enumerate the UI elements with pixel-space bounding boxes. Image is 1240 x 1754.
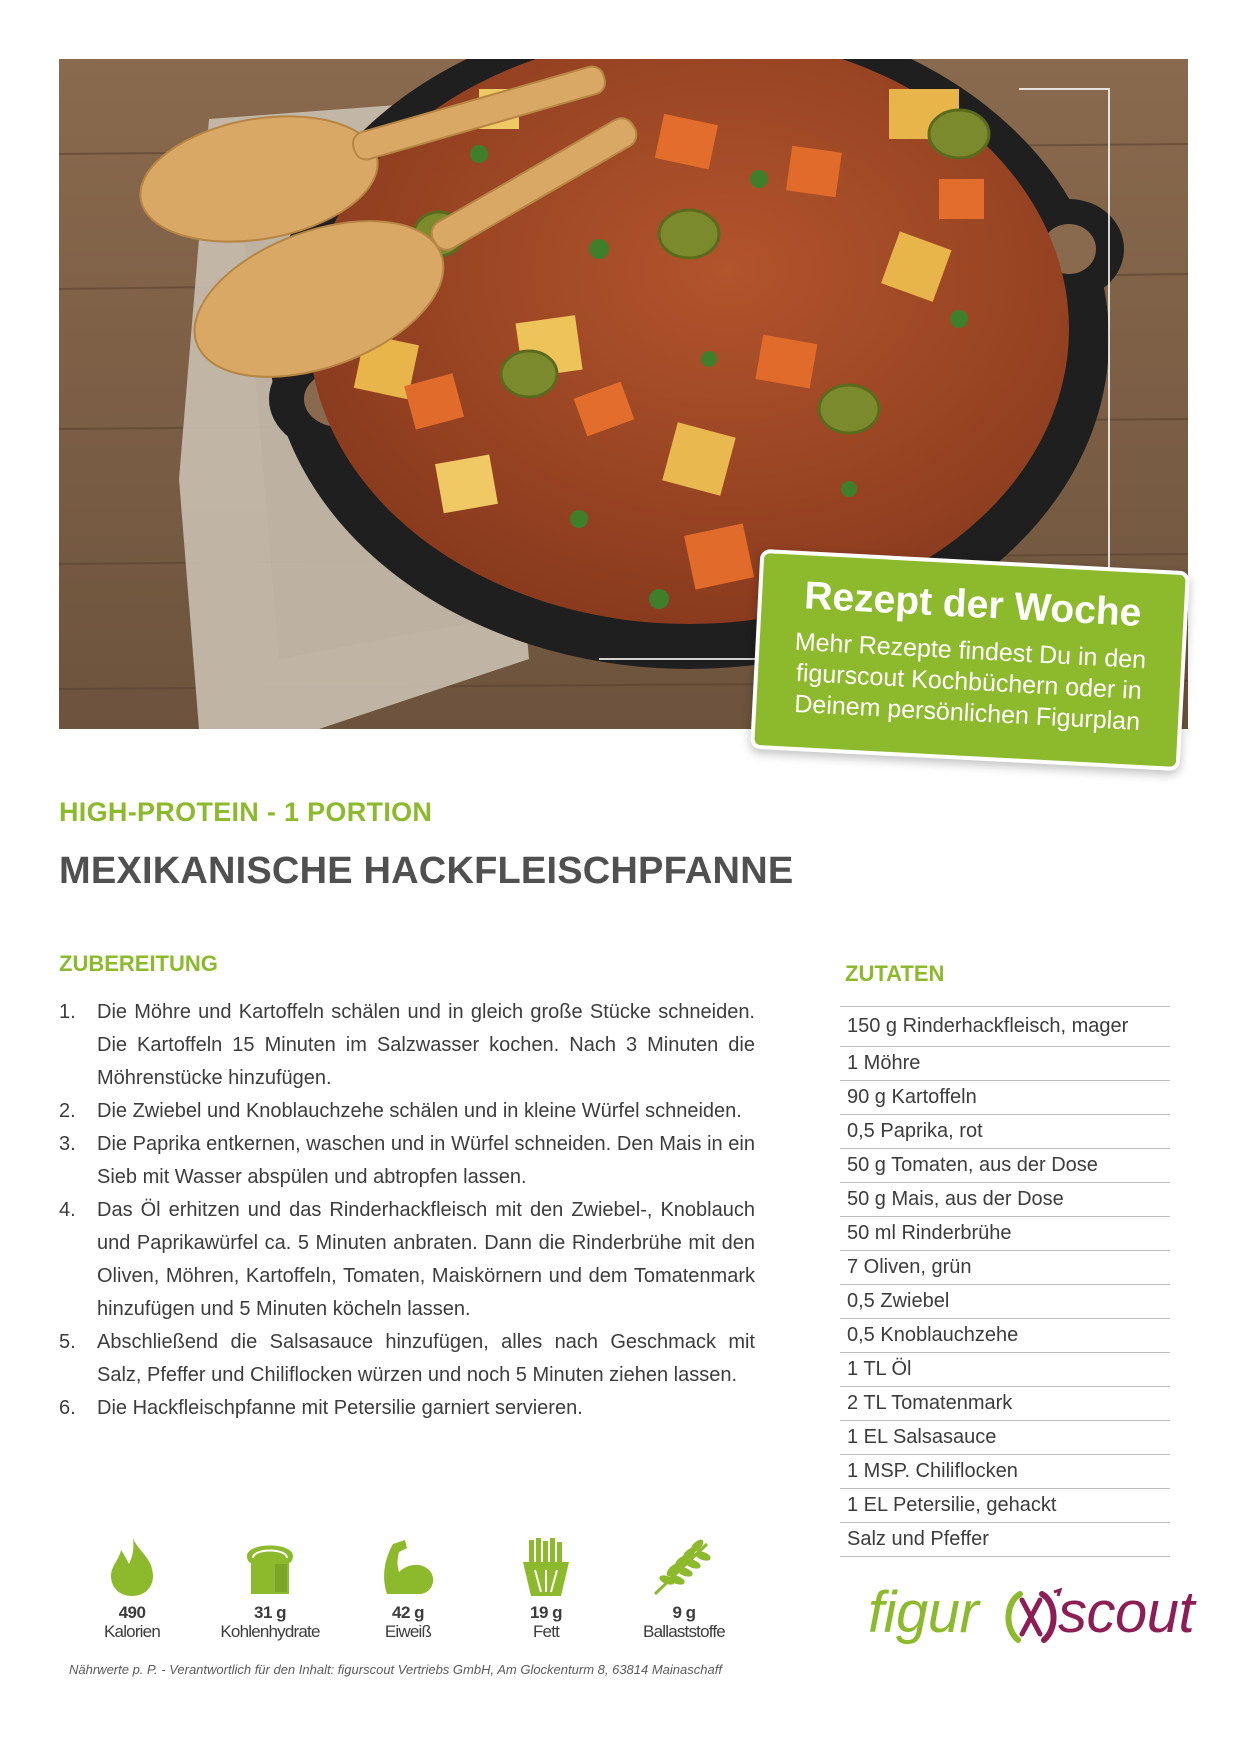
flame-icon — [107, 1536, 157, 1598]
ingredient-item: 50 g Tomaten, aus der Dose — [840, 1149, 1170, 1183]
nutrition-label: Kalorien — [104, 1622, 160, 1641]
ingredient-item: 90 g Kartoffeln — [840, 1081, 1170, 1115]
step-item — [59, 1194, 755, 1326]
ingredient-item: 0,5 Paprika, rot — [840, 1115, 1170, 1149]
logo-text-right: scout — [1058, 1580, 1195, 1645]
step-number: 5. — [59, 1331, 76, 1353]
nutrition-label: Kohlenhydrate — [220, 1622, 320, 1641]
footer-legal: Nährwerte p. P. - Verantwortlich für den Inhalt: figurscout Vertriebs GmbH, Am Glockenturm 8, 63814 Mainaschaff — [69, 1662, 722, 1677]
step-number: 3. — [59, 1133, 76, 1155]
muscle-arm-icon — [377, 1536, 439, 1598]
ingredient-item: 0,5 Knoblauchzehe — [840, 1319, 1170, 1353]
recipe-of-week-badge — [750, 549, 1190, 771]
logo-text-left: figur — [868, 1580, 979, 1645]
badge-title: Rezept der Woche — [803, 574, 1143, 635]
nutrition-item-carbs — [200, 1536, 340, 1641]
ingredient-item: Salz und Pfeffer — [840, 1523, 1170, 1557]
nutrition-label: Eiweiß — [384, 1622, 432, 1641]
ingredient-item: 1 TL Öl — [840, 1353, 1170, 1387]
recipe-title: MEXIKANISCHE HACKFLEISCHPFANNE — [59, 850, 794, 892]
step-item — [59, 996, 755, 1095]
ingredient-item: 50 g Mais, aus der Dose — [840, 1183, 1170, 1217]
figurscout-logo — [868, 1578, 1195, 1650]
preparation-steps — [59, 996, 755, 1425]
ingredient-item: 150 g Rinderhackfleisch, mager — [840, 1007, 1170, 1047]
nutrition-item-protein — [338, 1536, 478, 1641]
nutrition-value: 19 g — [529, 1603, 563, 1622]
step-text: Die Paprika entkernen, waschen und in Würfel schneiden. Den Mais in ein Sieb mit Wasser abspülen und abtropfen lassen. — [97, 1133, 755, 1188]
badge-text: Mehr Rezepte findest Du in den figurscout Kochbüchern oder in Deinem persönlichen Figurplan — [793, 627, 1147, 736]
ingredient-item: 2 TL Tomatenmark — [840, 1387, 1170, 1421]
step-number: 2. — [59, 1100, 76, 1122]
step-item — [59, 1326, 755, 1392]
step-number: 4. — [59, 1199, 76, 1221]
step-text: Die Hackfleischpfanne mit Petersilie garniert servieren. — [97, 1397, 583, 1419]
ingredients-heading: ZUTATEN — [845, 961, 945, 986]
nutrition-label: Fett — [532, 1622, 560, 1641]
nutrition-value: 31 g — [253, 1603, 287, 1622]
step-text: Abschließend die Salsasauce hinzufügen, alles nach Geschmack mit Salz, Pfeffer und Chiliflocken würzen und noch 5 Minuten ziehen lassen. — [97, 1331, 755, 1386]
recipe-category: HIGH-PROTEIN - 1 PORTION — [59, 797, 433, 827]
step-number: 1. — [59, 1001, 76, 1023]
step-item — [59, 1392, 755, 1425]
step-text: Die Zwiebel und Knoblauchzehe schälen und in kleine Würfel schneiden. — [97, 1100, 742, 1122]
step-item — [59, 1095, 755, 1128]
nutrition-item-calories — [62, 1536, 202, 1641]
ingredient-item: 50 ml Rinderbrühe — [840, 1217, 1170, 1251]
ingredient-item: 1 EL Petersilie, gehackt — [840, 1489, 1170, 1523]
step-item — [59, 1128, 755, 1194]
ingredients-list — [840, 1006, 1170, 1557]
step-number: 6. — [59, 1397, 76, 1419]
ingredient-item: 1 Möhre — [840, 1047, 1170, 1081]
logo-emblem-icon — [1000, 1588, 1062, 1646]
nutrition-value: 9 g — [672, 1603, 696, 1622]
preparation-heading: ZUBEREITUNG — [59, 951, 218, 976]
nutrition-value: 42 g — [391, 1603, 425, 1622]
nutrition-item-fiber — [614, 1536, 754, 1641]
step-text: Das Öl erhitzen und das Rinderhackfleisch mit den Zwiebel-, Knoblauch und Paprikawürfel ca. 5 Minuten anbraten. Dann die Rinderbrühe mit den Oliven, Möhren, Kartoffeln, Tomaten, Maiskörnern und dem Tomatenmark hinzufügen und 5 Minuten köcheln lassen. — [97, 1199, 755, 1320]
step-text: Die Möhre und Kartoffeln schälen und in gleich große Stücke schneiden. Die Kartoffeln 15 Minuten im Salzwasser kochen. Nach 3 Minuten die Möhrenstücke hinzufügen. — [97, 1001, 755, 1089]
nutrition-item-fat — [476, 1536, 616, 1641]
wheat-icon — [651, 1536, 717, 1598]
ingredient-item: 7 Oliven, grün — [840, 1251, 1170, 1285]
bread-icon — [239, 1536, 301, 1598]
fries-icon — [515, 1536, 577, 1598]
nutrition-label: Ballaststoffe — [643, 1622, 725, 1641]
ingredient-item: 1 MSP. Chiliflocken — [840, 1455, 1170, 1489]
nutrition-value: 490 — [118, 1603, 146, 1622]
nutrition-facts — [62, 1536, 725, 1646]
ingredient-item: 1 EL Salsasauce — [840, 1421, 1170, 1455]
ingredient-item: 0,5 Zwiebel — [840, 1285, 1170, 1319]
